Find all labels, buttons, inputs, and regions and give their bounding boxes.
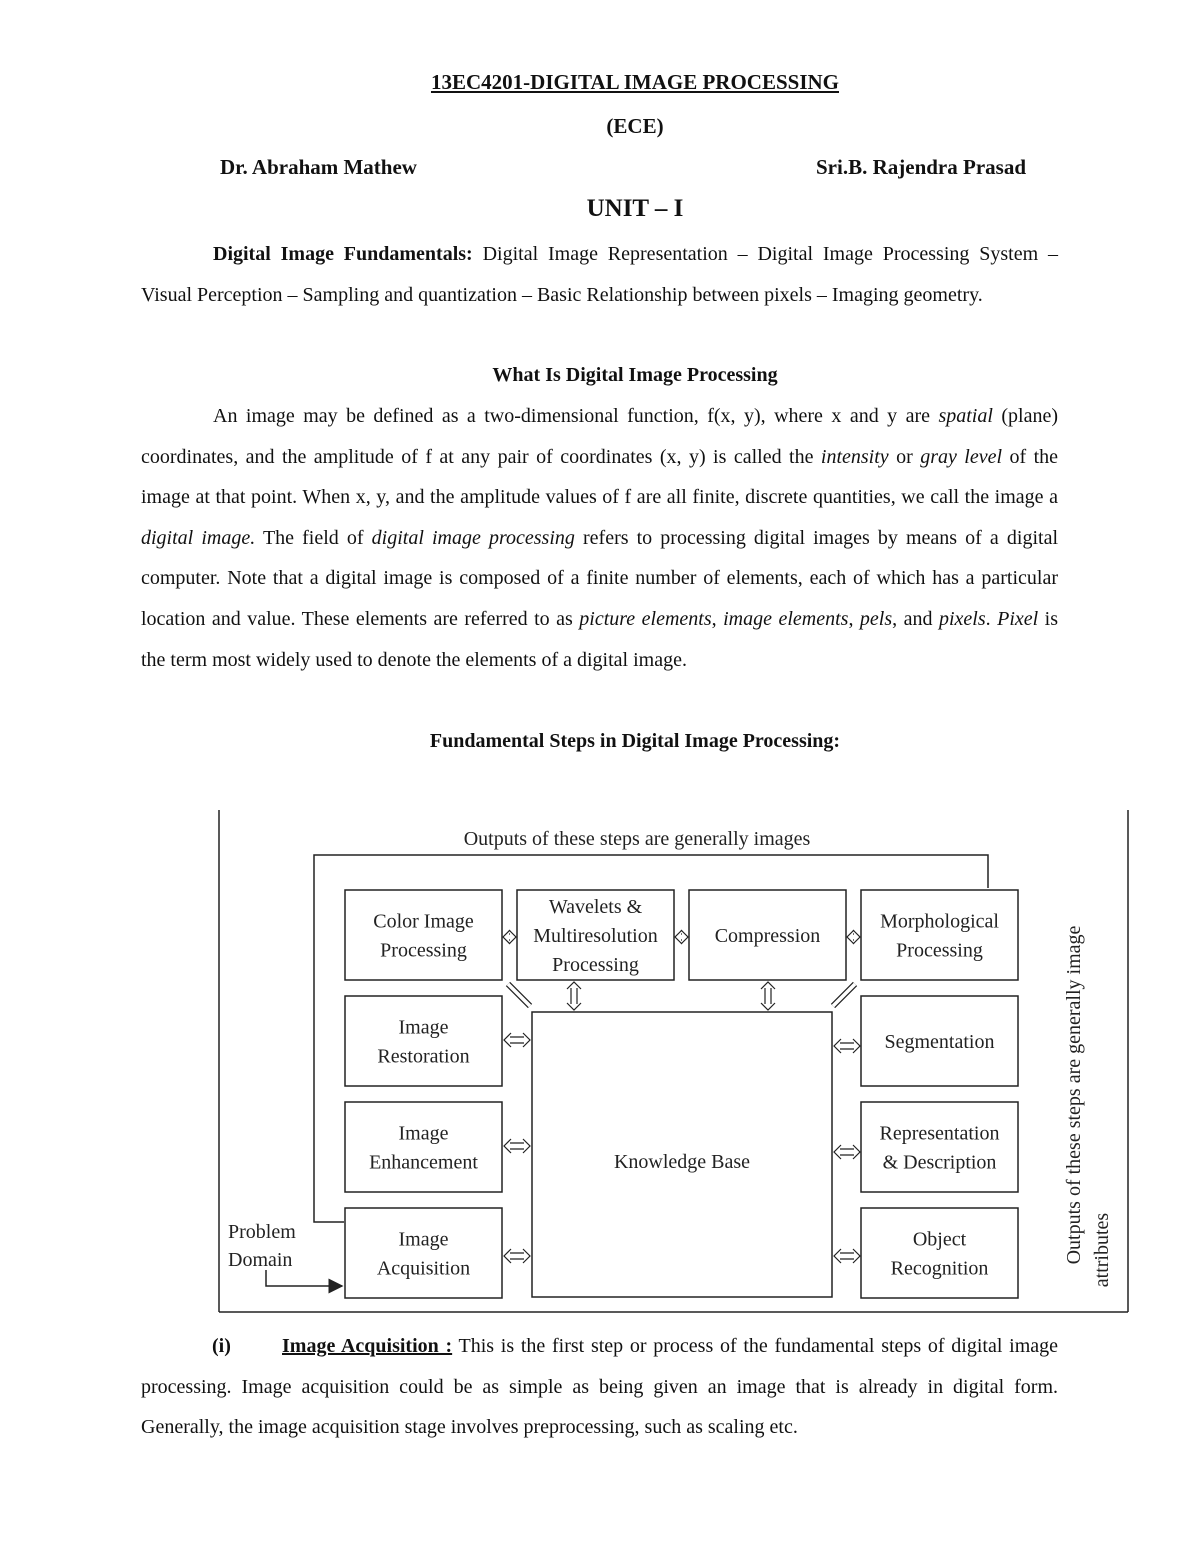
text-run: (plane) coordinates, and the amplitude of f at any pair of coordinates (x, y) is called the	[141, 405, 1058, 468]
connector-kb-segmentation	[834, 1039, 860, 1053]
side-label-line2: attributes	[1091, 1212, 1113, 1288]
text-run: ,	[711, 607, 724, 630]
italic-term: Pixel	[997, 607, 1039, 630]
color-image-processing-label: Processing	[380, 939, 467, 962]
image-restoration-label: Restoration	[377, 1045, 470, 1068]
wavelets-label: Wavelets &	[548, 896, 643, 918]
color-image-processing-label: Color Image	[373, 910, 474, 933]
definition-paragraph	[141, 396, 1058, 680]
connector-kb-representation	[834, 1145, 860, 1159]
segmentation-label: Segmentation	[884, 1031, 995, 1053]
image-acquisition-label: Acquisition	[376, 1257, 471, 1280]
text-run: , and	[892, 607, 939, 630]
connector-color-wavelets	[503, 930, 516, 944]
document-subtitle: (ECE)	[606, 114, 664, 138]
wavelets-label: Multiresolution	[533, 925, 658, 947]
wavelets-label: Processing	[552, 954, 639, 976]
italic-term: spatial	[938, 405, 993, 427]
italic-term: digital image.	[141, 526, 256, 549]
representation-label: Representation	[879, 1122, 1000, 1145]
object-recognition-box	[861, 1208, 1018, 1298]
color-image-processing-box	[345, 890, 502, 980]
italic-term: pels	[859, 607, 893, 630]
text-run: or	[888, 445, 921, 468]
italic-term: picture elements	[579, 607, 712, 630]
italic-term: intensity	[820, 445, 889, 468]
problem-domain-line1: Problem	[228, 1221, 296, 1243]
image-acquisition-paragraph	[141, 1326, 1058, 1448]
image-enhancement-label: Enhancement	[369, 1151, 478, 1174]
representation-box	[861, 1102, 1018, 1192]
text-run: ,	[848, 607, 860, 630]
document-title: 13EC4201-DIGITAL IMAGE PROCESSING	[430, 70, 839, 94]
connector-wavelets-compression	[675, 930, 688, 944]
problem-domain-line2: Domain	[228, 1249, 293, 1271]
compression-label: Compression	[714, 925, 821, 947]
italic-term: digital image processing	[371, 526, 575, 549]
syllabus-lead: Digital Image Fundamentals:	[213, 243, 473, 265]
connector-kb-object	[834, 1249, 860, 1263]
morphological-label: Processing	[896, 939, 983, 962]
image-restoration-box	[345, 996, 502, 1086]
image-restoration-label: Image	[398, 1016, 449, 1039]
italic-term: image elements	[723, 607, 849, 630]
author-right: Sri.B. Rajendra Prasad	[816, 155, 1026, 179]
text-run: refers to processing digital images by means of a digital computer. Note that a digital image is composed of a finite number of elements, each of which has a particular location and value. These elements are referred to as	[141, 526, 1059, 630]
connector-compression-kb	[761, 982, 775, 1010]
step-number: (i)	[212, 1335, 231, 1357]
image-enhancement-box	[345, 1102, 502, 1192]
text-run: of the image at that point. When x, y, and the amplitude values of f are all finite, discrete quantities, we call the image a	[141, 445, 1059, 509]
section-heading-fundamental-steps: Fundamental Steps in Digital Image Processing:	[429, 730, 841, 752]
italic-term: pixels	[938, 607, 986, 630]
connector-morphological-kb-inner	[833, 984, 855, 1006]
representation-label: & Description	[882, 1151, 997, 1174]
connector-acquisition-kb	[504, 1249, 530, 1263]
image-enhancement-label: Image	[398, 1122, 449, 1145]
step-text: This is the first step or process of the fundamental steps of digital image processing. Image acquisition could be as simple as being given an image that is already in digital form. Generally, the image acquisition stage involves preprocessing, such as scaling etc.	[141, 1335, 1058, 1439]
text-run: is the term most widely used to denote the elements of a digital image.	[141, 607, 1059, 671]
connector-color-kb-inner	[508, 984, 530, 1006]
italic-term: gray level	[920, 445, 1003, 468]
step-title: Image Acquisition :	[282, 1335, 453, 1357]
syllabus-paragraph	[141, 234, 1058, 315]
morphological-box	[861, 890, 1018, 980]
fundamental-steps-diagram	[218, 810, 1130, 1316]
unit-heading: UNIT – I	[586, 195, 684, 222]
section-heading-what-is-dip: What Is Digital Image Processing	[492, 364, 778, 386]
image-acquisition-box	[345, 1208, 502, 1298]
text-run: .	[985, 607, 998, 630]
object-recognition-label: Object	[912, 1228, 967, 1251]
syllabus-text: Digital Image Representation – Digital Image Processing System – Visual Perception – Sampling and quantization – Basic Relationship between pixels – Imaging geometry.	[141, 243, 1058, 306]
knowledge-base-label: Knowledge Base	[613, 1151, 751, 1173]
side-label-line1: Outputs of these steps are generally image	[1063, 925, 1085, 1265]
image-acquisition-label: Image	[398, 1228, 449, 1251]
text-run: An image may be defined as a two-dimensional function, f(x, y), where x and y are	[213, 405, 939, 427]
object-recognition-label: Recognition	[890, 1257, 989, 1280]
connector-wavelets-kb	[567, 982, 581, 1010]
connector-restoration-kb	[504, 1033, 530, 1047]
connector-enhancement-kb	[504, 1139, 530, 1153]
author-left: Dr. Abraham Mathew	[220, 155, 417, 179]
top-label: Outputs of these steps are generally images	[463, 828, 811, 850]
text-run: The field of	[255, 526, 372, 549]
morphological-label: Morphological	[880, 910, 999, 933]
problem-domain-arrow	[266, 1270, 342, 1286]
connector-compression-morphological	[847, 930, 860, 944]
